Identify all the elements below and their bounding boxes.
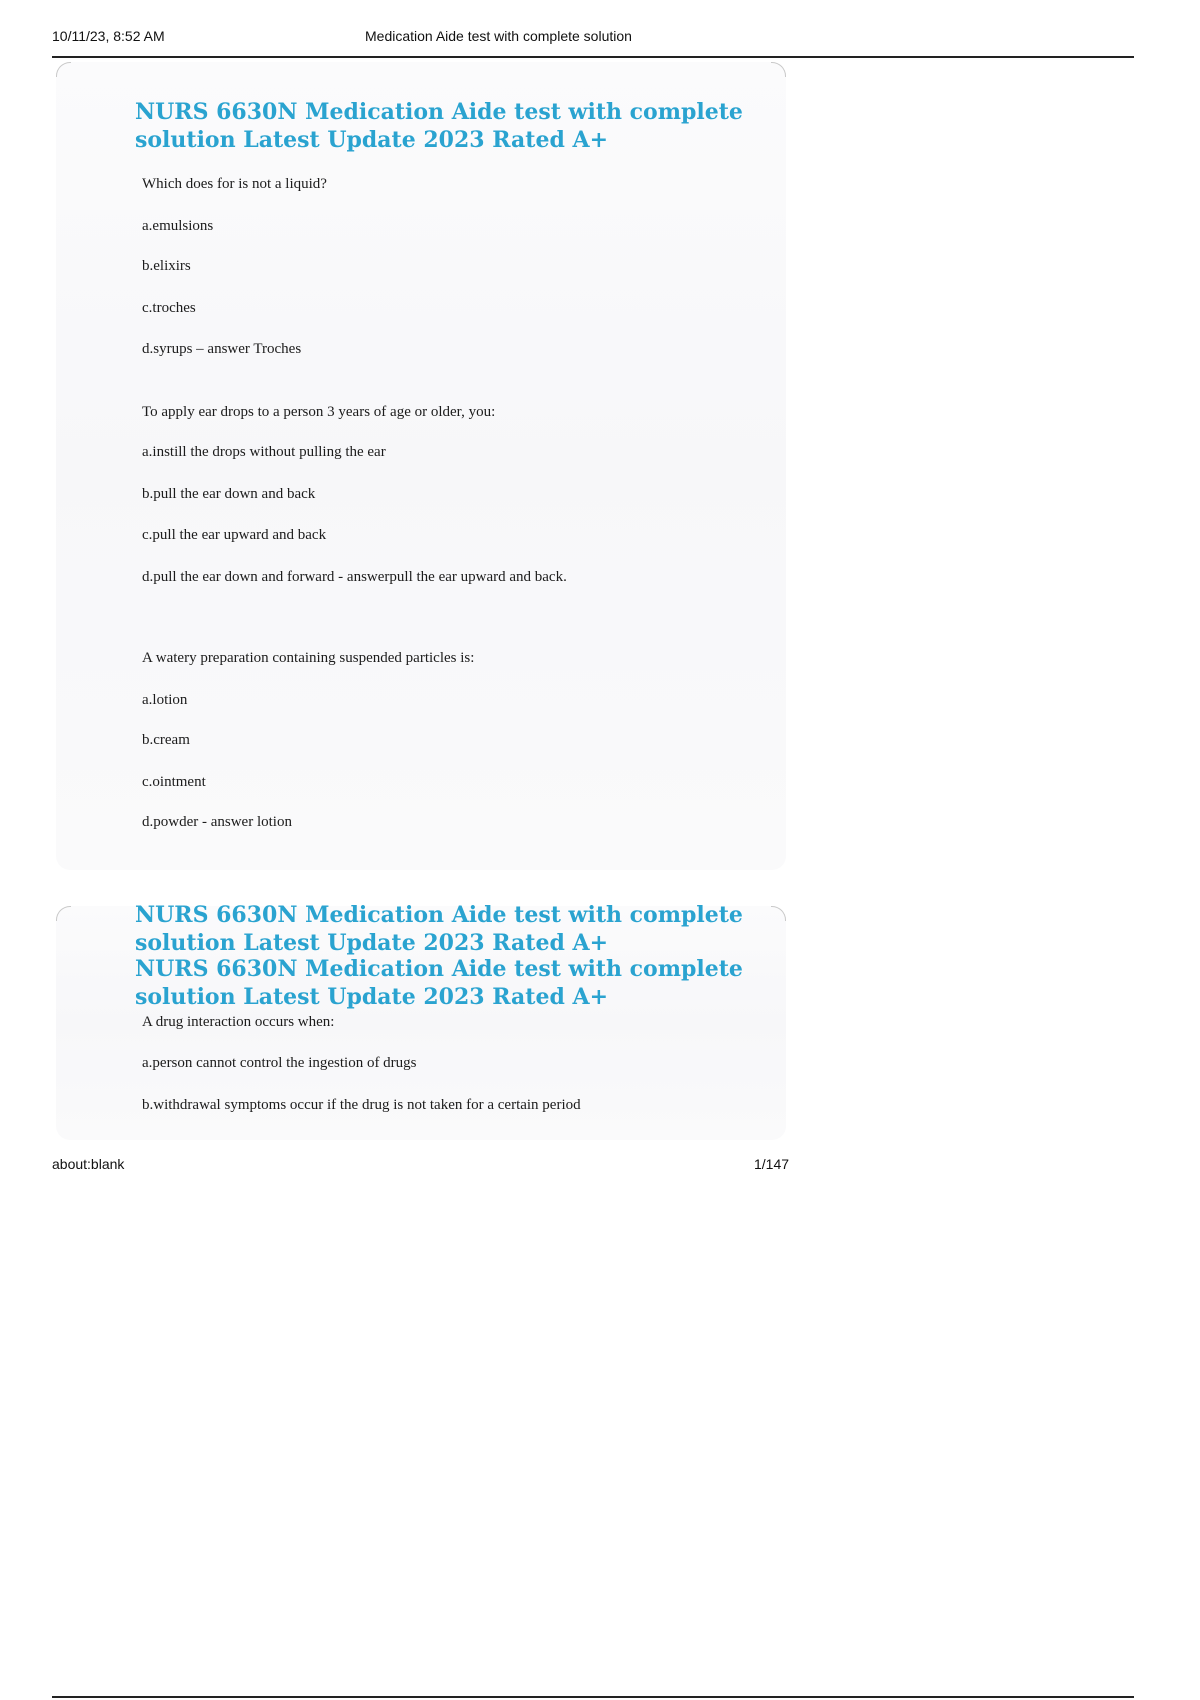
answer-option: b.cream (142, 732, 190, 748)
page-corner (56, 906, 71, 921)
answer-option: d.powder - answer lotion (142, 814, 292, 830)
print-footer-url: about:blank (52, 1156, 125, 1172)
question-prompt: A watery preparation containing suspended particles is: (142, 650, 475, 666)
question-prompt: A drug interaction occurs when: (142, 1014, 335, 1030)
heading-line: NURS 6630N Medication Aide test with complete (135, 99, 743, 125)
answer-option: a.emulsions (142, 218, 214, 234)
answer-option: d.pull the ear down and forward - answerpull the ear upward and back. (142, 569, 567, 585)
heading-line: NURS 6630N Medication Aide test with complete (135, 956, 743, 982)
print-page-number: 1/147 (754, 1156, 790, 1172)
answer-option: a.lotion (142, 692, 188, 708)
answer-option: b.elixirs (142, 258, 191, 274)
bottom-rule (52, 1696, 1134, 1698)
document-heading-repeat (135, 955, 743, 1011)
answer-option: d.syrups – answer Troches (142, 341, 302, 357)
answer-option: b.pull the ear down and back (142, 486, 316, 502)
heading-line: solution Latest Update 2023 Rated A+ (135, 984, 609, 1010)
answer-option: c.pull the ear upward and back (142, 527, 327, 543)
heading-line: solution Latest Update 2023 Rated A+ (135, 930, 609, 956)
answer-option: c.troches (142, 300, 196, 316)
answer-option: a.person cannot control the ingestion of drugs (142, 1055, 417, 1071)
header-rule (52, 56, 1134, 58)
print-date-time: 10/11/23, 8:52 AM (52, 28, 165, 44)
document-heading (135, 901, 743, 957)
page-corner (56, 62, 71, 77)
heading-line: solution Latest Update 2023 Rated A+ (135, 127, 609, 153)
print-document-title: Medication Aide test with complete solution (365, 28, 632, 44)
heading-line: NURS 6630N Medication Aide test with complete (135, 902, 743, 928)
answer-option: c.ointment (142, 774, 206, 790)
answer-option: b.withdrawal symptoms occur if the drug is not taken for a certain period (142, 1097, 581, 1113)
answer-option: a.instill the drops without pulling the ear (142, 444, 386, 460)
page-corner (771, 62, 786, 77)
question-prompt: To apply ear drops to a person 3 years of age or older, you: (142, 404, 496, 420)
page-corner (771, 906, 786, 921)
question-prompt: Which does for is not a liquid? (142, 176, 327, 192)
document-heading (135, 98, 743, 154)
